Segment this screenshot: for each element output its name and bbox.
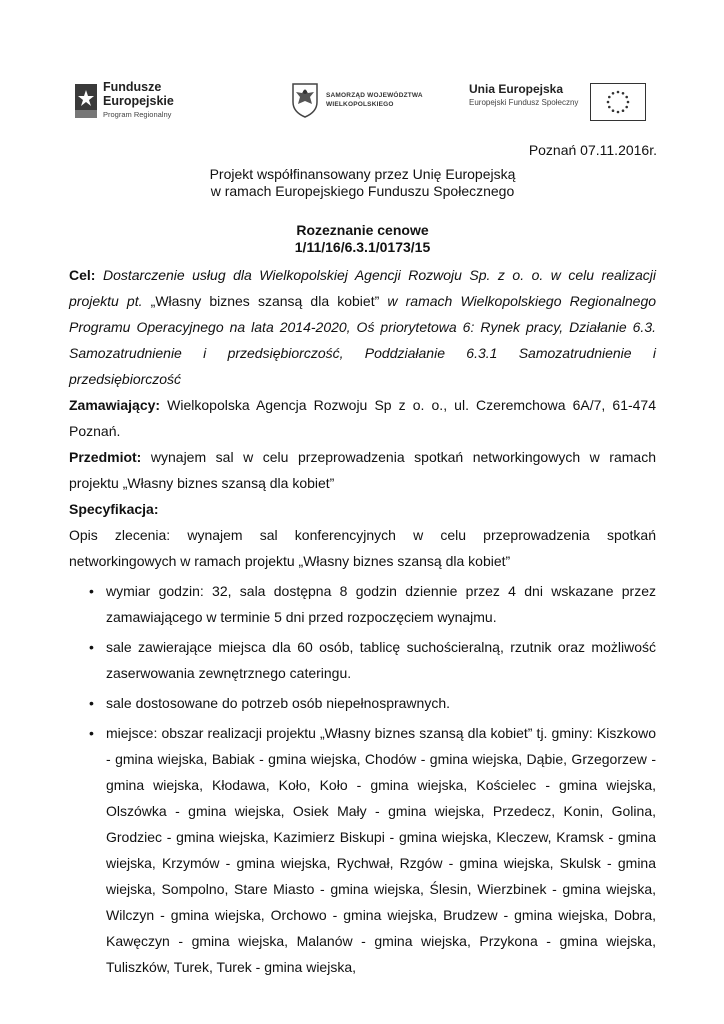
list-item-text: sale dostosowane do potrzeb osób niepełnosprawnych.	[106, 695, 451, 711]
document-body	[69, 262, 656, 980]
samorzad-line2: WIELKOPOLSKIEGO	[326, 101, 394, 108]
fundusze-line1: Fundusze	[103, 80, 162, 94]
cel-label: Cel:	[69, 267, 96, 283]
list-item-text: sale zawierające miejsca dla 60 osób, tablicę suchościeralną, rzutnik oraz możliwość zaserwowania zewnętrznego cateringu.	[106, 639, 656, 681]
unia-europejska-logo	[469, 82, 578, 110]
document-title	[69, 222, 656, 256]
cofinancing-line1: Projekt współfinansowany przez Unię Europejską	[209, 166, 516, 182]
opis-paragraph: Opis zlecenia: wynajem sal konferencyjnych w celu przeprowadzenia spotkań networkingowych w ramach projektu „Własny biznes szansą dla kobiet”	[69, 527, 656, 569]
list-item-text: wymiar godzin: 32, sala dostępna 8 godzin dziennie przez 4 dni wskazane przez zamawiającego w terminie 5 dni przed rozpoczęciem wynajmu.	[106, 583, 656, 625]
title-line1: Rozeznanie cenowe	[296, 222, 429, 238]
logo-bar	[0, 0, 724, 140]
fundusze-star-icon	[75, 84, 97, 118]
fundusze-europejskie-logo	[75, 80, 174, 122]
title-line2: 1/11/16/6.3.1/0173/15	[294, 239, 431, 255]
zamawiajacy-paragraph	[69, 392, 656, 444]
list-item	[69, 634, 656, 686]
przedmiot-label: Przedmiot:	[69, 449, 142, 465]
cofinancing-line2: w ramach Europejskiego Funduszu Społecznego	[210, 183, 515, 199]
cel-project-name: „Własny biznes szansą dla kobiet”	[150, 293, 380, 309]
specification-list	[69, 578, 656, 980]
ue-line2: Europejski Fundusz Społeczny	[469, 98, 579, 107]
cel-paragraph	[69, 262, 656, 392]
specyfikacja-heading	[69, 496, 656, 522]
fundusze-line3: Program Regionalny	[103, 110, 172, 119]
list-item	[69, 690, 656, 716]
eagle-crest-icon	[290, 82, 320, 118]
samorzad-line1: SAMORZĄD WOJEWÓDZTWA	[326, 92, 423, 99]
cel-text-2: w ramach Wielkopolskiego Regionalnego Programu Operacyjnego na lata 2014-2020, Oś priorytetowa 6: Rynek pracy, Działanie 6.3. Samozatrudnienie i przedsiębiorczość, Poddziałanie 6.3.1 Samozatrudnienie i przedsiębiorczość	[69, 293, 657, 387]
specyfikacja-label: Specyfikacja:	[69, 501, 159, 517]
ue-line1: Unia Europejska	[469, 82, 564, 96]
cel-text-1: Dostarczenie usług dla Wielkopolskiej Agencji Rozwoju Sp. z o. o. w celu realizacji projektu pt.	[69, 267, 657, 309]
zamawiajacy-text: Wielkopolska Agencja Rozwoju Sp z o. o., ul. Czeremchowa 6A/7, 61-474 Poznań.	[69, 397, 657, 439]
document-date: Poznań 07.11.2016r.	[528, 142, 657, 158]
bullet-icon: •	[89, 583, 94, 599]
przedmiot-paragraph	[69, 444, 656, 496]
samorzad-logo	[290, 82, 423, 118]
bullet-icon: •	[89, 725, 94, 741]
bullet-icon: •	[89, 639, 94, 655]
list-item	[69, 578, 656, 630]
fundusze-line2: Europejskie	[103, 94, 174, 108]
cofinancing-note	[69, 166, 656, 200]
bullet-icon: •	[89, 695, 94, 711]
list-item	[69, 720, 656, 980]
przedmiot-text: wynajem sal w celu przeprowadzenia spotkań networkingowych w ramach projektu „Własny biznes szansą dla kobiet”	[69, 449, 656, 491]
list-item-text: miejsce: obszar realizacji projektu „Własny biznes szansą dla kobiet” tj. gminy: Kiszkowo - gmina wiejska, Babiak - gmina wiejska, Chodów - gmina wiejska, Dąbie, Grzegorzew - gmina wiejska, Kłodawa, Koło, Koło - gmina wiejska, Kościelec - gmina wiejska, Olszówka - gmina wiejska, Osiek Mały - gmina wiejska, Przedecz, Konin, Golina, Grodziec - gmina wiejska, Kazimierz Biskupi - gmina wiejska, Kleczew, Kramsk - gmina wiejska, Krzymów - gmina wiejska, Rychwał, Rzgów - gmina wiejska, Skulsk - gmina wiejska, Sompolno, Stare Miasto - gmina wiejska, Ślesin, Wierzbinek - gmina wiejska, Wilczyn - gmina wiejska, Orchowo - gmina wiejska, Brudzew - gmina wiejska, Dobra, Kawęczyn - gmina wiejska, Malanów - gmina wiejska, Przykona - gmina wiejska, Tuliszków, Turek, Turek - gmina wiejska,	[106, 725, 656, 975]
zamawiajacy-label: Zamawiający:	[69, 397, 161, 413]
eu-flag-icon	[590, 83, 646, 121]
